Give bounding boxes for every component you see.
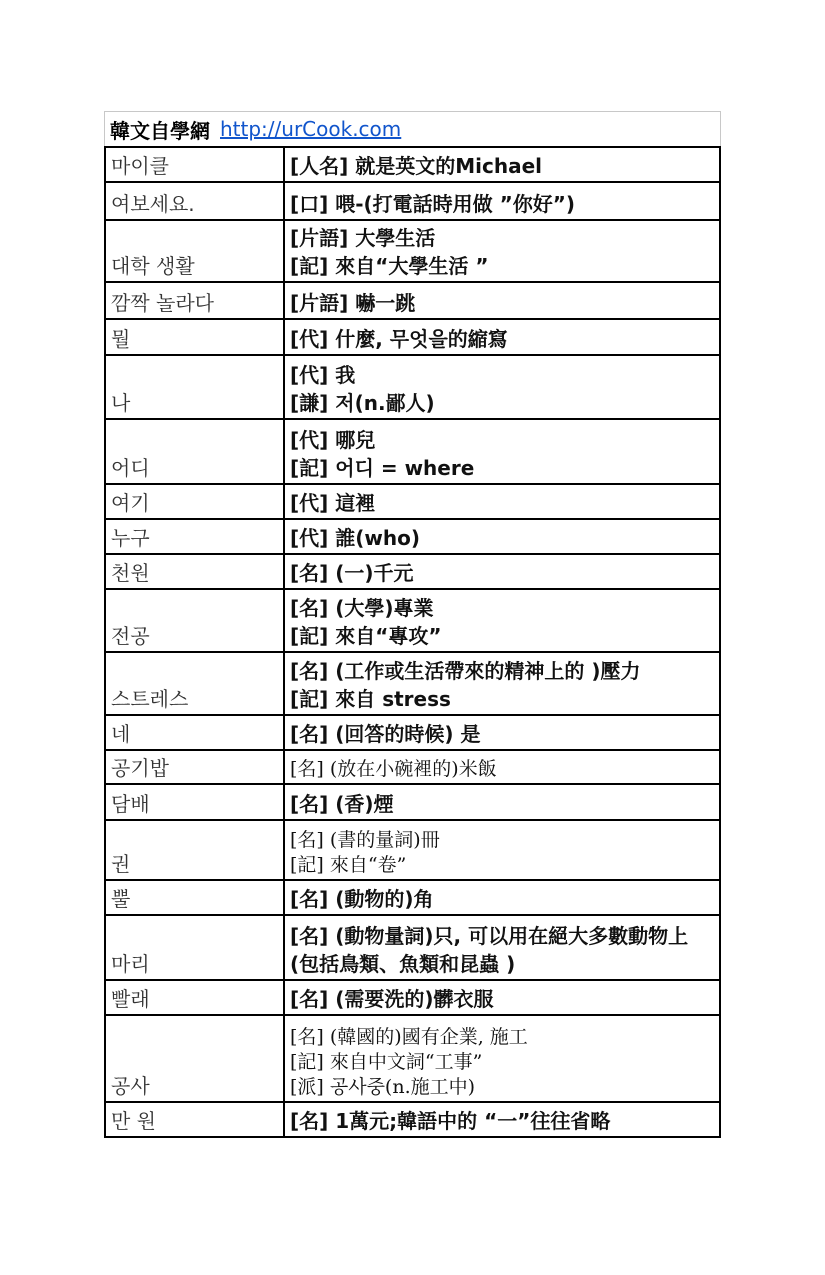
table-row [105, 820, 720, 880]
definition-line: [記] 어디 = where [290, 456, 475, 480]
table-row [105, 147, 720, 182]
korean-word: 담배 [105, 784, 284, 820]
definition [284, 182, 720, 220]
definition [284, 282, 720, 319]
table-row [105, 589, 720, 652]
definition [284, 319, 720, 355]
table-row [105, 355, 720, 419]
korean-word: 뭘 [105, 319, 284, 355]
table-row [105, 554, 720, 589]
table-row [105, 980, 720, 1015]
definition [284, 880, 720, 915]
definition-line: [名] (一)千元 [290, 561, 414, 585]
table-row [105, 1102, 720, 1137]
vocabulary-document [104, 111, 721, 1138]
korean-word: 권 [105, 820, 284, 880]
korean-word: 만 원 [105, 1102, 284, 1137]
definition-line: [記] 來自中文詞“工事” [290, 1051, 483, 1073]
definition-line: [記] 來自“大學生活 ” [290, 254, 489, 278]
site-link[interactable]: http://urCook.com [220, 117, 402, 141]
definition-line: [名] (工作或生活帶來的精神上的 )壓力 [290, 659, 641, 683]
definition [284, 715, 720, 750]
korean-word: 대학 생활 [105, 220, 284, 282]
table-row [105, 715, 720, 750]
definition-line: [名] (回答的時候) 是 [290, 722, 481, 746]
definition-line: [名] (香)煙 [290, 792, 394, 816]
definition-line: [名] (放在小碗裡的)米飯 [290, 758, 497, 780]
korean-word: 어디 [105, 419, 284, 484]
definition [284, 820, 720, 880]
korean-word: 여기 [105, 484, 284, 519]
definition-line: [代] 我 [290, 363, 356, 387]
definition-line: [名] (需要洗的)髒衣服 [290, 987, 494, 1011]
table-row [105, 915, 720, 980]
table-row [105, 419, 720, 484]
korean-word: 전공 [105, 589, 284, 652]
korean-word: 마이클 [105, 147, 284, 182]
definition [284, 915, 720, 980]
table-row [105, 182, 720, 220]
definition-line: [代] 這裡 [290, 491, 376, 515]
definition [284, 519, 720, 554]
korean-word: 나 [105, 355, 284, 419]
table-row [105, 220, 720, 282]
table-row [105, 484, 720, 519]
definition-line: [名] (韓國的)國有企業, 施工 [290, 1026, 528, 1048]
definition [284, 980, 720, 1015]
table-row [105, 652, 720, 715]
korean-word: 뿔 [105, 880, 284, 915]
definition-line: [片語] 嚇一跳 [290, 291, 416, 315]
definition-line: [派] 공사중(n.施工中) [290, 1076, 476, 1098]
korean-word: 공기밥 [105, 750, 284, 784]
definition-line: [名] 1萬元;韓語中的 “一”往往省略 [290, 1109, 611, 1133]
definition [284, 220, 720, 282]
korean-word: 공사 [105, 1015, 284, 1102]
definition-line: [代] 哪兒 [290, 428, 376, 452]
definition [284, 554, 720, 589]
table-row [105, 1015, 720, 1102]
table-row [105, 750, 720, 784]
definition-line: [記] 來自 stress [290, 687, 451, 711]
table-header [104, 111, 721, 146]
definition [284, 652, 720, 715]
definition-line: [記] 來自“卷” [290, 854, 407, 876]
korean-word: 마리 [105, 915, 284, 980]
definition-line: [口] 喂-(打電話時用做 ”你好”) [290, 192, 576, 216]
definition-line: [名] (書的量詞)冊 [290, 829, 440, 851]
definition [284, 147, 720, 182]
table-row [105, 282, 720, 319]
korean-word: 여보세요. [105, 182, 284, 220]
definition-line: [名] (大學)專業 [290, 596, 434, 620]
definition [284, 419, 720, 484]
definition-line: [名] (動物的)角 [290, 887, 434, 911]
definition-line: [代] 誰(who) [290, 526, 420, 550]
vocabulary-table [104, 146, 721, 1138]
table-row [105, 319, 720, 355]
definition-line: [片語] 大學生活 [290, 226, 436, 250]
definition-line: [謙] 저(n.鄙人) [290, 391, 435, 415]
definition [284, 1102, 720, 1137]
definition [284, 750, 720, 784]
definition-line: [人名] 就是英文的Michael [290, 154, 543, 178]
definition [284, 484, 720, 519]
korean-word: 스트레스 [105, 652, 284, 715]
korean-word: 천원 [105, 554, 284, 589]
definition [284, 784, 720, 820]
definition-line: [記] 來自“專攻” [290, 624, 442, 648]
table-row [105, 880, 720, 915]
korean-word: 빨래 [105, 980, 284, 1015]
korean-word: 깜짝 놀라다 [105, 282, 284, 319]
korean-word: 누구 [105, 519, 284, 554]
table-row [105, 519, 720, 554]
definition [284, 355, 720, 419]
definition [284, 589, 720, 652]
table-row [105, 784, 720, 820]
korean-word: 네 [105, 715, 284, 750]
site-name: 韓文自學網 [110, 118, 210, 143]
definition [284, 1015, 720, 1102]
definition-line: [代] 什麼, 무엇을的縮寫 [290, 327, 508, 351]
definition-line: [名] (動物量詞)只, 可以用在絕大多數動物上(包括鳥類、魚類和昆蟲 ) [290, 924, 689, 976]
